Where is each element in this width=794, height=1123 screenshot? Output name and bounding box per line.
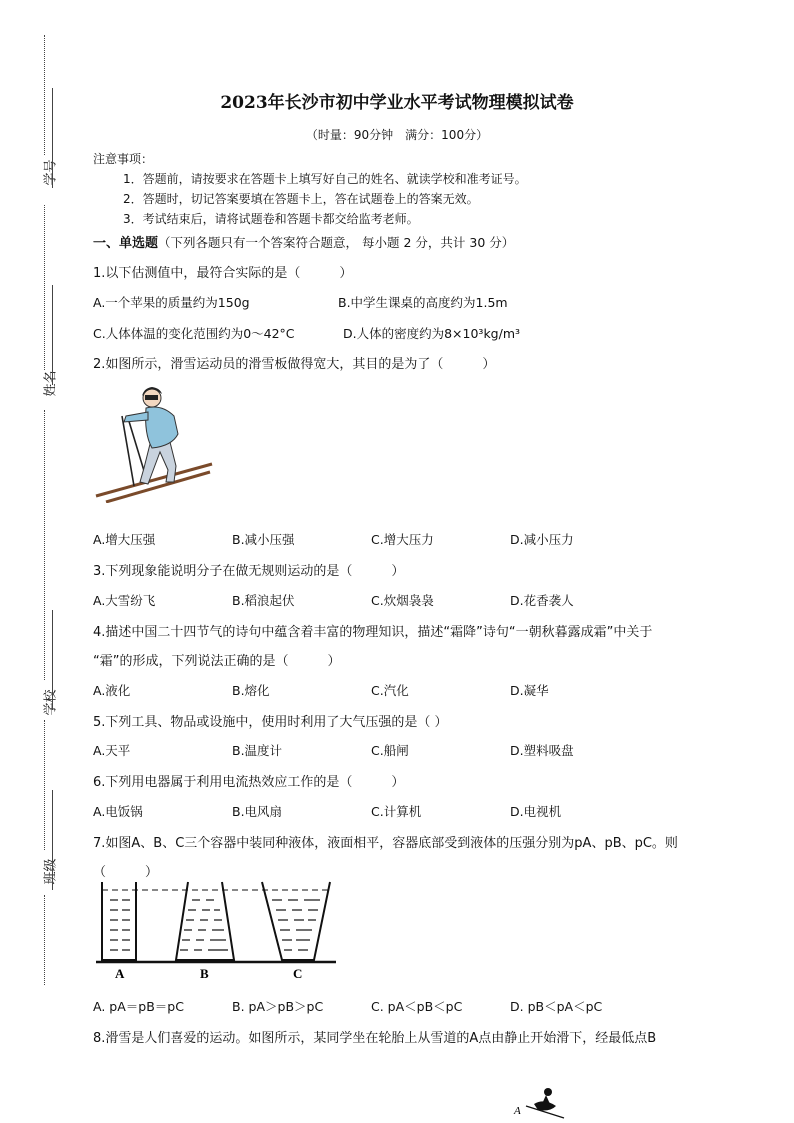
binding-line-3 (44, 410, 45, 680)
exam-subtitle: （时量：90分钟 满分：100分） (305, 128, 489, 142)
q3-option-c[interactable]: C.炊烟袅袅 (371, 593, 434, 608)
notes-heading: 注意事项： (93, 152, 154, 166)
q2-option-d[interactable]: D.减小压力 (510, 532, 574, 547)
q7-option-c[interactable]: C. pA＜pB＜pC (371, 999, 463, 1014)
ski-right (106, 472, 210, 502)
q2-option-c[interactable]: C.增大压力 (371, 532, 434, 547)
skier-figure (92, 378, 217, 503)
slope-point-a-label: A (514, 1105, 521, 1117)
q3-option-a[interactable]: A.大雪纷飞 (93, 593, 156, 608)
container-c-label: C (293, 966, 303, 981)
section-title: 一、单选题 (93, 236, 159, 251)
question-7-stem: 7.如图A、B、C三个容器中装同种液体，液面相平，容器底部受到液体的压强分别为pA、pB、pC。则 (93, 836, 678, 851)
student-id-label: 学号 (43, 159, 59, 186)
q3-option-b[interactable]: B.稻浪起伏 (232, 593, 295, 608)
q4-option-d[interactable]: D.凝华 (510, 683, 549, 698)
binding-line-4 (44, 720, 45, 850)
name-label: 姓名 (43, 370, 59, 397)
q4-option-c[interactable]: C.汽化 (371, 683, 409, 698)
field-line-name[interactable] (52, 285, 53, 385)
q7-option-d[interactable]: D. pB＜pA＜pC (510, 999, 603, 1014)
q1-option-d[interactable]: D.人体的密度约为8×10³kg/m³ (343, 326, 521, 341)
question-8-stem: 8.滑雪是人们喜爱的运动。如图所示，某同学坐在轮胎上从雪道的A点由静止开始滑下，经最低点B (93, 1031, 657, 1046)
question-1-stem: 1.以下估测值中，最符合实际的是（ ） (93, 266, 353, 281)
container-a-label: A (115, 966, 125, 981)
question-3-stem: 3.下列现象能说明分子在做无规则运动的是（ ） (93, 564, 405, 579)
question-2-stem: 2.如图所示，滑雪运动员的滑雪板做得宽大，其目的是为了（ ） (93, 357, 496, 372)
note-item: 1．答题前，请按要求在答题卡上填写好自己的姓名、就读学校和准考证号。 (123, 172, 527, 186)
school-label: 学校 (43, 689, 59, 716)
container-a (102, 882, 136, 960)
skier-goggles (145, 395, 158, 400)
rider-body (542, 1095, 550, 1104)
question-4-stem-cont: “霜”的形成，下列说法正确的是（ ） (93, 654, 341, 669)
q5-option-c[interactable]: C.船闸 (371, 743, 409, 758)
q6-option-b[interactable]: B.电风扇 (232, 804, 283, 819)
class-label: 班级 (43, 858, 59, 885)
q1-option-a[interactable]: A.一个苹果的质量约为150g (93, 295, 250, 310)
q1-option-c[interactable]: C.人体体温的变化范围约为0～42°C (93, 326, 295, 341)
container-b (176, 882, 234, 960)
q2-option-b[interactable]: B.减小压强 (232, 532, 295, 547)
skier-torso (146, 407, 178, 448)
q4-option-a[interactable]: A.液化 (93, 683, 131, 698)
question-7-stem-cont: （ ） (93, 865, 159, 880)
q6-option-a[interactable]: A.电饭锅 (93, 804, 143, 819)
skier-arms (124, 412, 148, 422)
q7-option-a[interactable]: A. pA＝pB＝pC (93, 999, 184, 1014)
binding-line-2 (44, 205, 45, 370)
liquid-hatches (110, 900, 320, 950)
section-heading (93, 232, 514, 251)
containers-figure (92, 878, 342, 983)
question-4-stem: 4.描述中国二十四节气的诗句中蕴含着丰富的物理知识，描述“霜降”诗句“一朝秋暮露成霜”中关于 (93, 625, 653, 640)
container-b-label: B (200, 966, 209, 981)
q1-option-b[interactable]: B.中学生课桌的高度约为1.5m (338, 295, 508, 310)
q5-option-a[interactable]: A.天平 (93, 743, 131, 758)
q4-option-b[interactable]: B.熔化 (232, 683, 270, 698)
q7-option-b[interactable]: B. pA＞pB＞pC (232, 999, 324, 1014)
slope-figure (510, 1080, 570, 1120)
note-item: 2．答题时，切记答案要填在答题卡上，答在试题卷上的答案无效。 (123, 192, 479, 206)
q3-option-d[interactable]: D.花香袭人 (510, 593, 574, 608)
q6-option-d[interactable]: D.电视机 (510, 804, 562, 819)
rider-head (544, 1088, 552, 1096)
q2-option-a[interactable]: A.增大压强 (93, 532, 156, 547)
section-desc: （下列各题只有一个答案符合题意， 每小题 2 分，共计 30 分） (158, 235, 515, 250)
pole-left (122, 416, 134, 486)
note-item: 3．考试结束后，请将试题卷和答题卡都交给监考老师。 (123, 212, 419, 226)
binding-line-5 (44, 895, 45, 985)
q5-option-d[interactable]: D.塑料吸盘 (510, 743, 574, 758)
question-5-stem: 5.下列工具、物品或设施中，使用时利用了大气压强的是（ ） (93, 715, 448, 730)
field-line-class[interactable] (52, 790, 53, 890)
question-6-stem: 6.下列用电器属于利用电流热效应工作的是（ ） (93, 775, 405, 790)
field-line-school[interactable] (52, 610, 53, 710)
exam-title: 2023年长沙市初中学业水平考试物理模拟试卷 (220, 93, 574, 113)
container-c (262, 882, 330, 960)
q5-option-b[interactable]: B.温度计 (232, 743, 283, 758)
q6-option-c[interactable]: C.计算机 (371, 804, 422, 819)
